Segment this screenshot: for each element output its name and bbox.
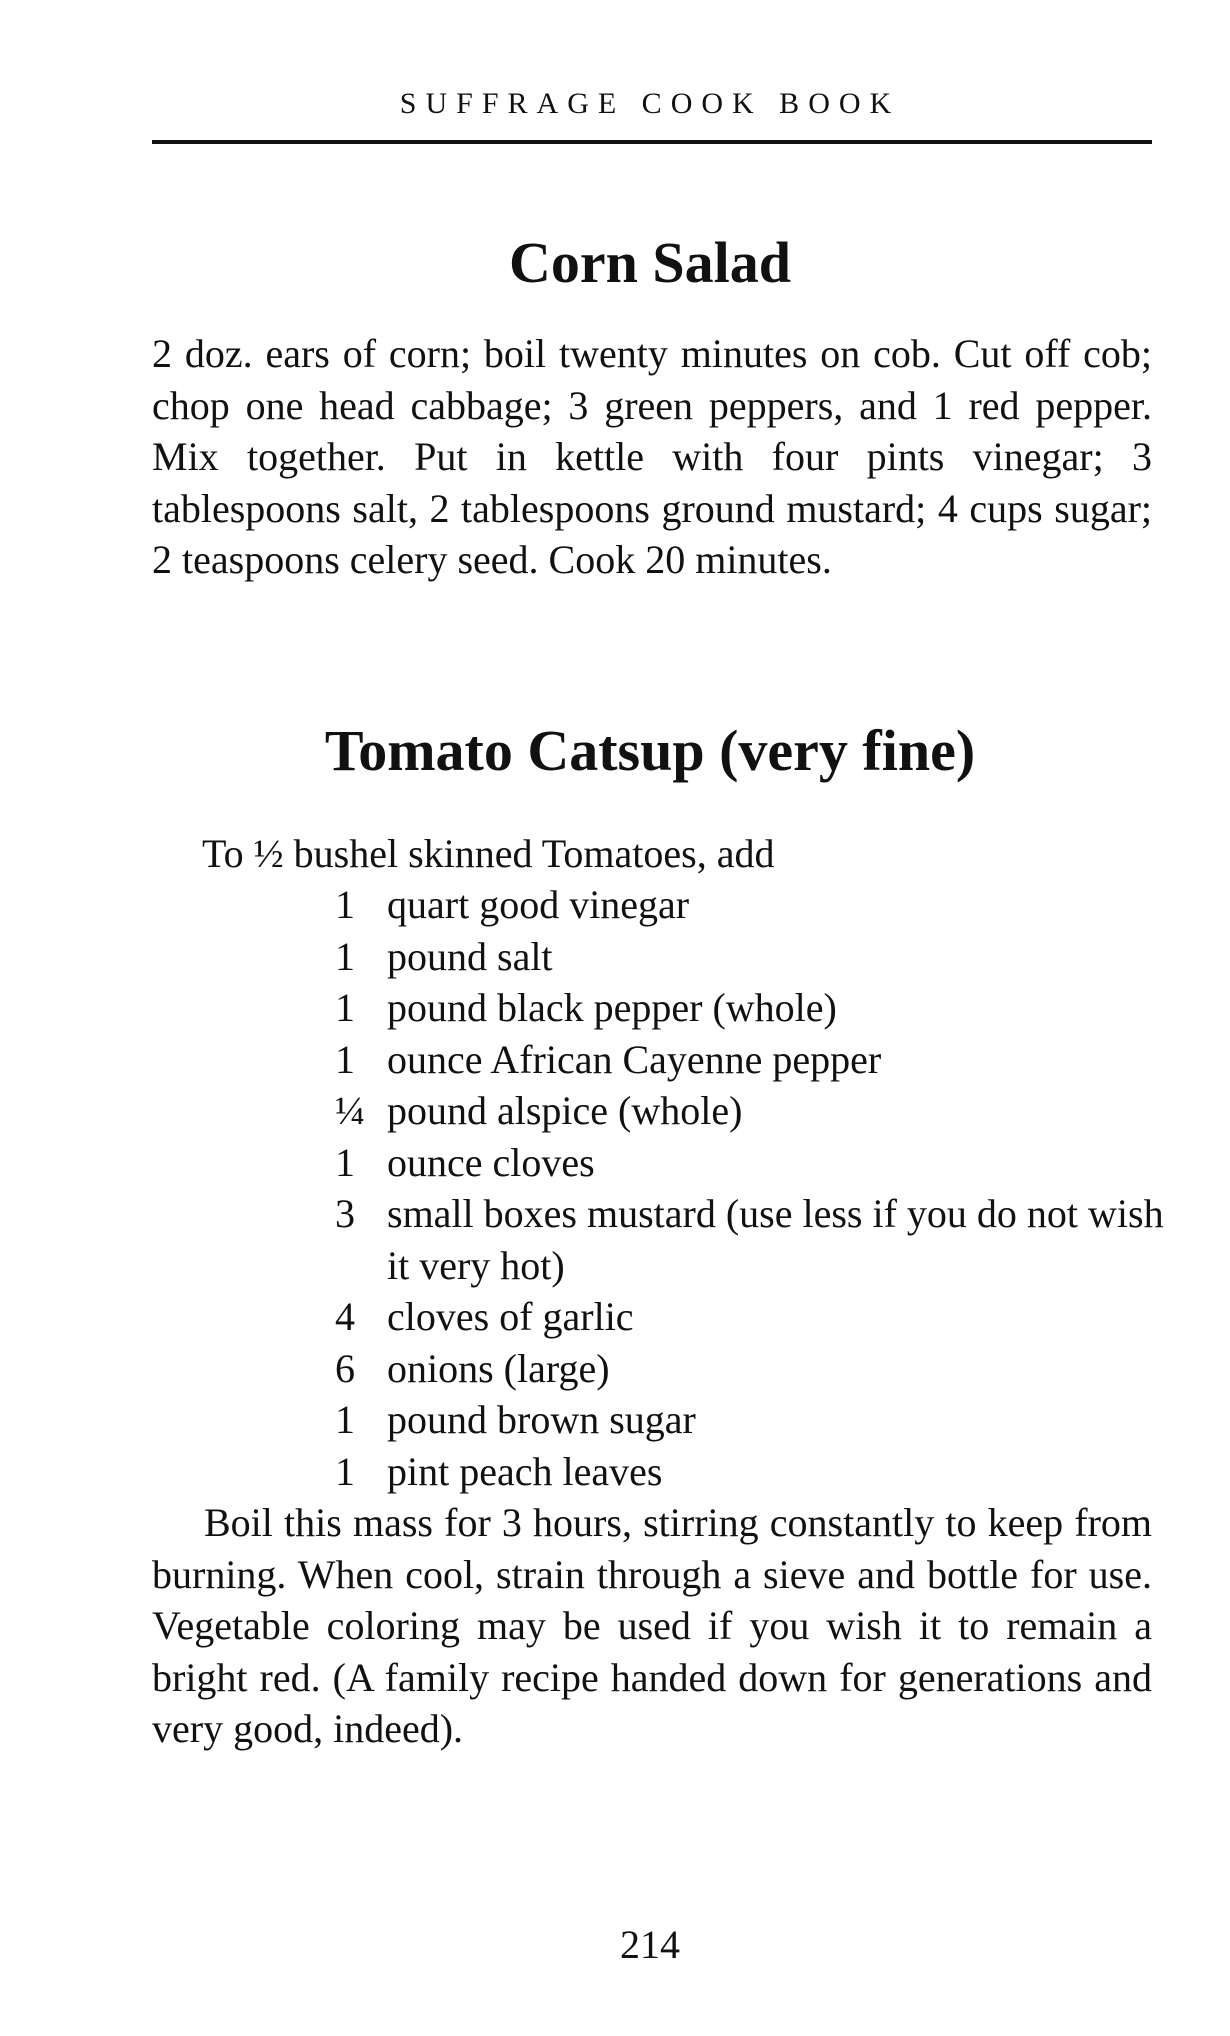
ingredient-qty: 1 [335, 882, 355, 927]
recipe-title-corn-salad: Corn Salad [508, 230, 791, 295]
ingredient-text: pint peach leaves [387, 1448, 663, 1494]
ingredient-qty: 4 [335, 1294, 355, 1339]
ingredient-item [335, 1291, 1165, 1343]
ingredient-item [335, 931, 1165, 983]
ingredient-item [335, 1446, 1165, 1498]
ingredient-text: pound brown sugar [387, 1397, 696, 1442]
ingredient-item [335, 1034, 1165, 1086]
ingredient-qty: 1 [335, 1397, 355, 1442]
ingredient-qty: ¼ [335, 1088, 365, 1133]
ingredient-item [335, 1394, 1165, 1446]
ingredient-text: small boxes mustard (use less if you do not wish it very hot) [387, 1191, 1164, 1288]
ingredient-text: pound alspice (whole) [387, 1088, 743, 1133]
recipe-title-tomato-catsup: Tomato Catsup (very fine) [324, 718, 976, 783]
header-rule [152, 140, 1152, 144]
recipe-body-tomato-catsup: Boil this mass for 3 hours, stirring constantly to keep from burning. When cool, strain through a sieve and bottle for use. Vegetable coloring may be used if you wish it to remain a bright red. (A family recipe handed down for generations and very good, indeed). [152, 1500, 1152, 1751]
page-number: 214 [620, 1922, 680, 1967]
ingredient-item [335, 879, 1165, 931]
recipe-intro-tomato-catsup: To ½ bushel skinned Tomatoes, add [202, 831, 775, 876]
ingredient-text: cloves of garlic [387, 1294, 634, 1339]
recipe-body-corn-salad: 2 doz. ears of corn; boil twenty minutes on cob. Cut off cob; chop one head cabbage; 3 green peppers, and 1 red pepper. Mix together. Put in kettle with four pints vinegar; 3 tablespoons salt, 2 tablespoons ground mustard; 4 cups sugar; 2 teaspoons celery seed. Cook 20 minutes. [152, 331, 1152, 582]
ingredient-item [335, 1137, 1165, 1189]
ingredient-item [335, 1085, 1165, 1137]
ingredient-item [335, 1343, 1165, 1395]
ingredient-item [335, 982, 1165, 1034]
ingredient-list [335, 879, 1165, 1497]
ingredient-text: ounce cloves [387, 1139, 595, 1185]
ingredient-text: quart good vinegar [387, 882, 690, 927]
ingredient-text: pound black pepper (whole) [387, 985, 837, 1030]
ingredient-qty: 1 [335, 1139, 355, 1185]
ingredient-item [335, 1188, 1165, 1291]
ingredient-qty: 1 [335, 933, 355, 979]
ingredient-text: pound salt [387, 933, 553, 979]
ingredient-qty: 3 [335, 1191, 355, 1236]
ingredient-qty: 1 [335, 1448, 355, 1494]
ingredient-text: ounce African Cayenne pepper [387, 1036, 882, 1082]
running-head: SUFFRAGE COOK BOOK [399, 87, 901, 120]
ingredient-qty: 1 [335, 1036, 355, 1082]
ingredient-qty: 1 [335, 985, 355, 1030]
ingredient-text: onions (large) [387, 1345, 610, 1391]
ingredient-qty: 6 [335, 1345, 355, 1391]
